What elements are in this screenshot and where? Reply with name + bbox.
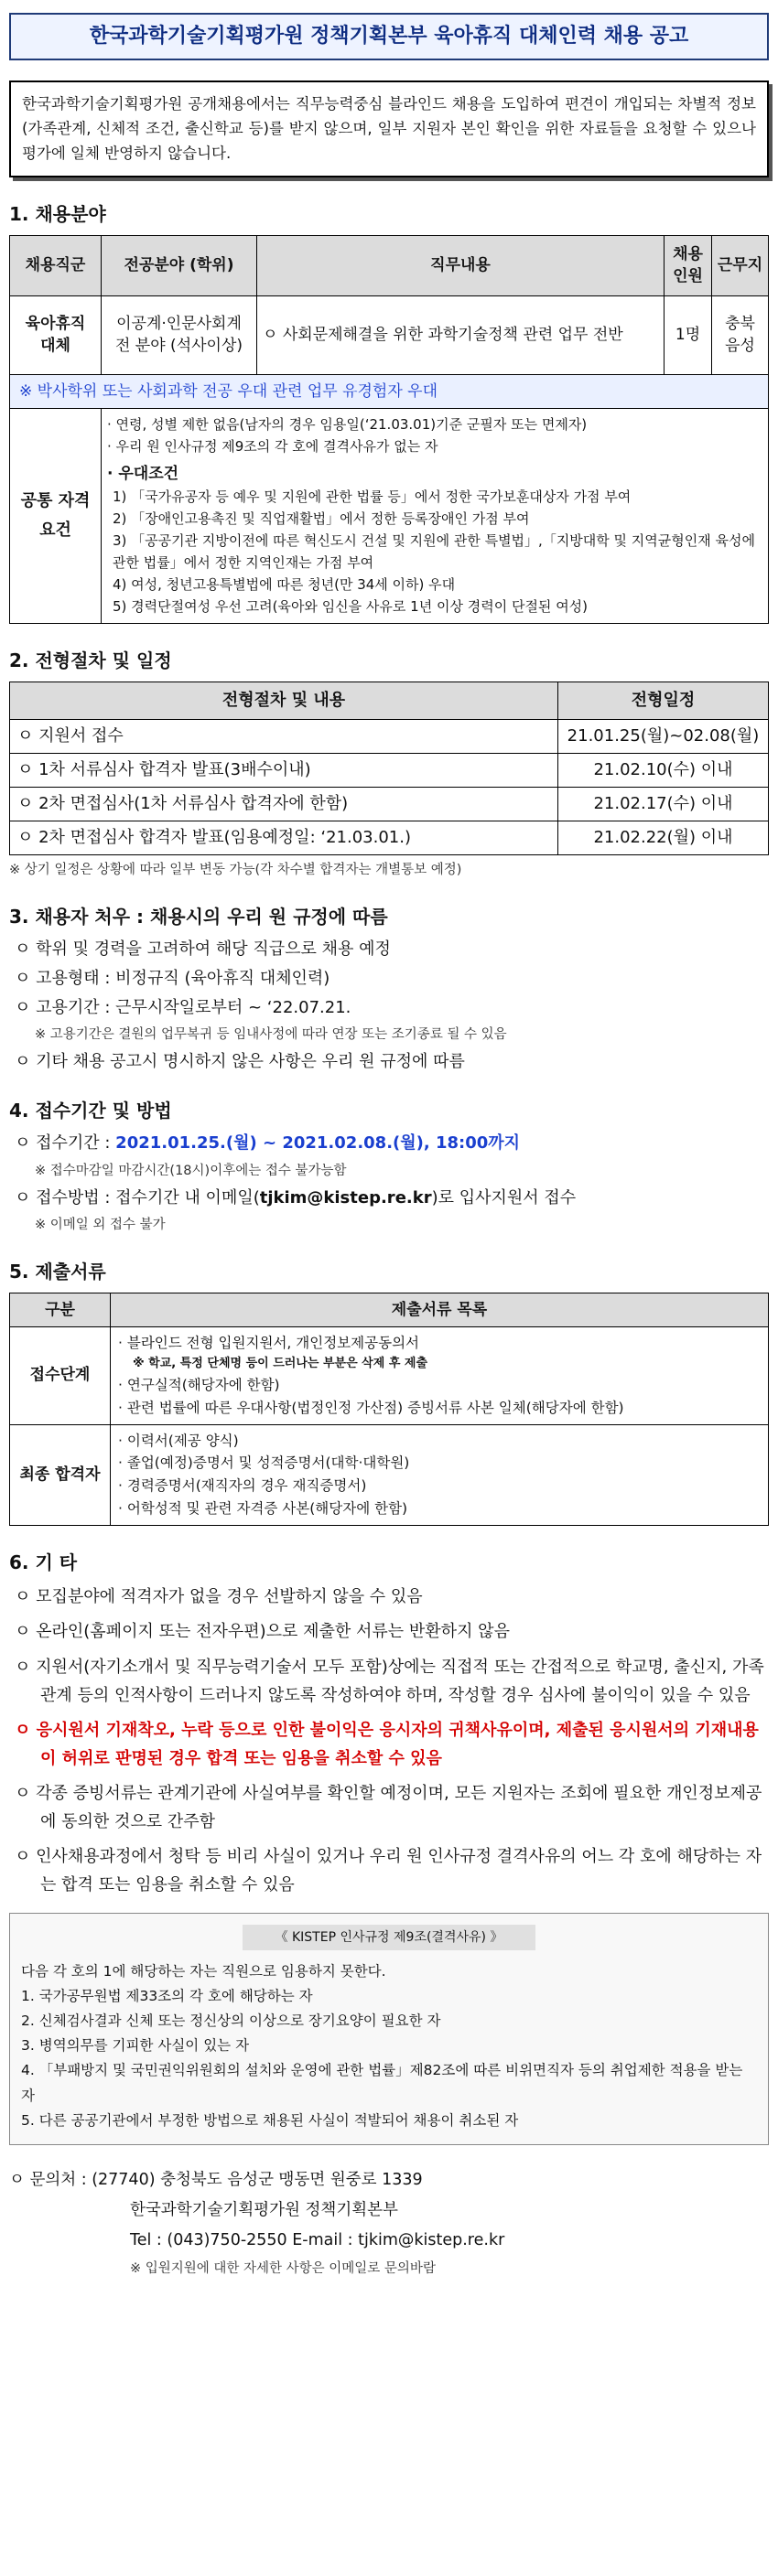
document-item: · 관련 법률에 따른 우대사항(법정인정 가산점) 증빙서류 사본 일체(해당자에 한함) [118, 1399, 624, 1416]
document-item: · 어학성적 및 관련 자격증 사본(해당자에 한함) [118, 1499, 408, 1517]
requirement-line: · 연령, 성별 제한 없음(남자의 경우 임용일(‘21.03.01)기준 군필자 또는 면제자) [107, 416, 588, 434]
contact-org: 한국과학기술기획평가원 정책기획본부 [130, 2201, 398, 2220]
preference-item: 2) 「장애인고용촉진 및 직업재활법」에서 정한 등록장애인 가점 부여 [113, 510, 530, 527]
header-major: 전공분야 (학위) [102, 235, 257, 295]
stage-final: 최종 합격자 [10, 1424, 111, 1525]
date-cell: 21.01.25(월)~02.08(월) [558, 719, 769, 753]
treatment-item: ㅇ 고용기간 : 근무시작일로부터 ~ ‘22.07.21. [15, 998, 351, 1018]
preference-item: 5) 경력단절여성 우선 고려(육아와 임신을 사유로 1년 이상 경력이 단절된 여성) [113, 597, 589, 615]
step-cell: ㅇ 1차 서류심사 합격자 발표(3배수이내) [10, 753, 558, 787]
etc-item: ㅇ 지원서(자기소개서 및 직무능력기술서 모두 포함)상에는 직접적 또는 간접적으로 학교명, 출신지, 가족관계 등의 인적사항이 드러나지 않도록 작성하여야 하며, 작성할 경우 심사에 불이익이 있을 수 있음 [15, 1657, 764, 1705]
preference-item: 4) 여성, 청년고용특별법에 따른 청년(만 34세 이하) 우대 [113, 575, 456, 593]
table-row [10, 787, 769, 821]
rule-intro: 다음 각 호의 1에 해당하는 자는 직원으로 임용하지 못한다. [21, 1962, 386, 1980]
period-label: ㅇ 접수기간 : [15, 1133, 116, 1154]
header-date: 전형일정 [558, 682, 769, 719]
cell-place: 충북 음성 [712, 295, 769, 374]
treatment-item: ㅇ 학위 및 경력을 고려하여 해당 직급으로 채용 예정 [15, 939, 391, 960]
rule-heading: 《 KISTEP 인사규정 제9조(결격사유) 》 [243, 1925, 535, 1950]
document-item: · 연구실적(해당자에 한함) [118, 1376, 280, 1393]
document-item: · 졸업(예정)증명서 및 성적증명서(대학·대학원) [118, 1454, 410, 1472]
section-2-title: 2. 전형절차 및 일정 [9, 649, 172, 671]
stage-application-docs [111, 1327, 769, 1424]
rule-item: 5. 다른 공공기관에서 부정한 방법으로 채용된 사실이 적발되어 채용이 취소된 자 [21, 2111, 519, 2129]
page-title: 한국과학기술기획평가원 정책기획본부 육아휴직 대체인력 채용 공고 [9, 13, 769, 60]
preference-item: 3) 「공공기관 지방이전에 따른 혁신도시 건설 및 지원에 관한 특별법」,「지방대학 및 지역균형인재 육성에 관한 법률」에서 정한 지역인재는 가점 부여 [113, 531, 755, 571]
treatment-item: ㅇ 고용형태 : 비정규직 (육아휴직 대체인력) [15, 969, 330, 989]
application-method [15, 1186, 769, 1210]
etc-item: ㅇ 온라인(홈페이지 또는 전자우편)으로 제출한 서류는 반환하지 않음 [15, 1622, 510, 1642]
header-place: 근무지 [712, 235, 769, 295]
section-5-title: 5. 제출서류 [9, 1260, 106, 1283]
cell-group: 육아휴직 대체 [10, 295, 102, 374]
document-subnote: ※ 학교, 특정 단체명 등이 드러나는 부분은 삭제 후 제출 [133, 1357, 428, 1371]
etc-warning-item: ㅇ 응시원서 기재착오, 누락 등으로 인한 불이익은 응시자의 귀책사유이며, 제출된 응시원서의 기재내용이 허위로 판명된 경우 합격 또는 임용을 취소할 수 있음 [15, 1721, 759, 1768]
etc-item: ㅇ 각종 증빙서류는 관계기관에 사실여부를 확인할 예정이며, 모든 지원자는 조회에 필요한 개인정보제공에 동의한 것으로 간주함 [15, 1784, 762, 1831]
header-duty: 직무내용 [257, 235, 665, 295]
header-stage: 구분 [10, 1293, 111, 1327]
schedule-table [9, 682, 769, 855]
requirements-label: 공통 자격 요건 [10, 409, 102, 623]
cell-major: 이공계·인문사회계 전 분야 (석사이상) [102, 295, 257, 374]
schedule-note: ※ 상기 일정은 상황에 따라 일부 변동 가능(각 차수별 합격자는 개별통보 예정) [9, 863, 462, 878]
treatment-subnote: ※ 고용기간은 결원의 업무복귀 등 임내사정에 따라 연장 또는 조기종료 될 수 있음 [35, 1027, 507, 1043]
period-note: ※ 접수마감일 마감시간(18시)이후에는 접수 불가능함 [35, 1163, 347, 1178]
etc-item: ㅇ 모집분야에 적격자가 없을 경우 선발하지 않을 수 있음 [15, 1586, 423, 1606]
table-row [10, 719, 769, 753]
contact-block [9, 2165, 769, 2281]
header-group: 채용직군 [10, 235, 102, 295]
rule-item: 3. 병역의무를 기피한 사실이 있는 자 [21, 2037, 250, 2055]
date-cell: 21.02.10(수) 이내 [558, 753, 769, 787]
document-item: · 이력서(제공 양식) [118, 1432, 239, 1449]
document-item: · 블라인드 전형 입원지원서, 개인정보제공동의서 [118, 1335, 420, 1352]
date-cell: 21.02.17(수) 이내 [558, 787, 769, 821]
contact-address: ㅇ 문의처 : (27740) 충청북도 음성군 맹동면 원중로 1339 [9, 2170, 423, 2189]
application-period [15, 1132, 769, 1155]
contact-note: ※ 입원지원에 대한 자세한 사항은 이메일로 문의바람 [130, 2260, 436, 2276]
section-6-title: 6. 기 타 [9, 1551, 78, 1573]
header-step: 전형절차 및 내용 [10, 682, 558, 719]
cell-duty: ㅇ 사회문제해결을 위한 과학기술정책 관련 업무 전반 [257, 295, 665, 374]
intro-notice: 한국과학기술기획평가원 공개채용에서는 직무능력중심 블라인드 채용을 도입하여 편견이 개입되는 차별적 정보(가족관계, 신체적 조건, 출신학교 등)를 받지 않으며, 일부 지원자 본인 확인을 위한 자료들을 요청할 수 있으나 평가에 일체 반영하지 않습니다. [9, 80, 769, 177]
period-value: 2021.01.25.(월) ~ 2021.02.08.(월), 18:00까지 [115, 1133, 521, 1154]
header-count: 채용인원 [665, 235, 712, 295]
step-cell: ㅇ 지원서 접수 [10, 719, 558, 753]
requirement-line: · 우리 원 인사규정 제9조의 각 호에 결격사유가 없는 자 [107, 437, 438, 455]
documents-table [9, 1293, 769, 1526]
stage-final-docs [111, 1424, 769, 1525]
application-email-link[interactable]: tjkim@kistep.re.kr [259, 1187, 432, 1208]
preference-title: · 우대조건 [107, 464, 179, 483]
rule-item: 1. 국가공무원법 제33조의 각 호에 해당하는 자 [21, 1988, 313, 2005]
stage-application: 접수단계 [10, 1327, 111, 1424]
requirements-cell [102, 409, 769, 623]
section-1-title: 1. 채용분야 [9, 202, 106, 225]
rule-item: 4. 「부패방지 및 국민권익위원회의 설치와 운영에 관한 법률」제82조에 따른 비위면직자 등의 취업제한 적용을 받는 자 [21, 2062, 743, 2104]
method-note: ※ 이메일 외 접수 불가 [35, 1217, 166, 1232]
treatment-item: ㅇ 기타 채용 공고시 명시하지 않은 사항은 우리 원 규정에 따름 [15, 1052, 465, 1072]
table-row [10, 753, 769, 787]
section-4-title: 4. 접수기간 및 방법 [9, 1100, 172, 1122]
preference-note: ※ 박사학위 또는 사회과학 전공 우대 관련 업무 유경험자 우대 [10, 374, 769, 409]
document-item: · 경력증명서(재직자의 경우 재직증명서) [118, 1477, 367, 1495]
step-cell: ㅇ 2차 면접심사(1차 서류심사 합격자에 한함) [10, 787, 558, 821]
method-label: ㅇ 접수방법 : 접수기간 내 이메일( [15, 1187, 260, 1208]
method-tail: )로 입사지원서 접수 [431, 1187, 577, 1208]
table-row [10, 821, 769, 854]
disqualification-rule-box [9, 1913, 769, 2145]
cell-count: 1명 [665, 295, 712, 374]
step-cell: ㅇ 2차 면접심사 합격자 발표(임용예정일: ‘21.03.01.) [10, 821, 558, 854]
etc-item: ㅇ 인사채용과정에서 청탁 등 비리 사실이 있거나 우리 원 인사규정 결격사유의 어느 각 호에 해당하는 자는 합격 또는 임용을 취소할 수 있음 [15, 1847, 762, 1895]
recruitment-field-table [9, 235, 769, 624]
rule-item: 2. 신체검사결과 신체 또는 정신상의 이상으로 장기요양이 필요한 자 [21, 2012, 441, 2030]
preference-item: 1) 「국가유공자 등 예우 및 지원에 관한 법률 등」에서 정한 국가보훈대상자 가점 부여 [113, 488, 632, 505]
date-cell: 21.02.22(월) 이내 [558, 821, 769, 854]
contact-phone-email: Tel : (043)750-2550 E-mail : tjkim@kistep.re.kr [130, 2231, 505, 2250]
section-3-title: 3. 채용자 처우 : 채용시의 우리 원 규정에 따름 [9, 906, 388, 928]
header-documents: 제출서류 목록 [111, 1293, 769, 1327]
